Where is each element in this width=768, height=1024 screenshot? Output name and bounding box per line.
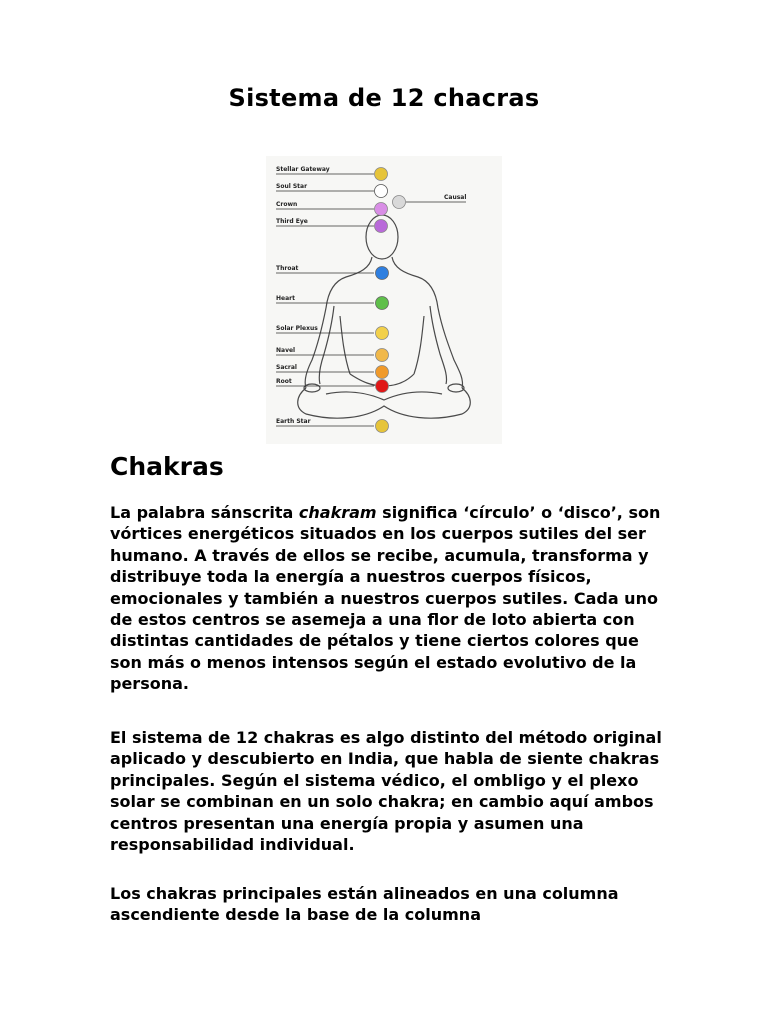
throat-label: Throat xyxy=(276,265,299,272)
causal-label: Causal xyxy=(444,194,467,201)
paragraph-1-start: La palabra sánscrita xyxy=(110,503,299,522)
third-eye-label: Third Eye xyxy=(276,218,308,225)
navel-dot xyxy=(376,349,389,362)
crown-dot xyxy=(375,203,388,216)
section-heading: Chakras xyxy=(110,452,224,481)
root-dot xyxy=(376,380,389,393)
paragraph-3: Los chakras principales están alineados en una columna ascendiente desde la base de la columna xyxy=(110,884,619,925)
paragraph-1 xyxy=(110,502,670,695)
heart-dot xyxy=(376,297,389,310)
chakram-term: chakram xyxy=(298,503,377,522)
crown-label: Crown xyxy=(276,201,298,208)
third-eye-dot xyxy=(375,220,388,233)
paragraph-1-rest: significa ‘círculo’ o ‘disco’, son vórtices energéticos situados en los cuerpos sutiles del ser humano. A través de ellos se recibe, acumula, transforma y distribuye toda la energía a nuestros cuerpos físicos, emocionales y también a nuestros cuerpos sutiles. Cada uno de estos centros se asemeja a una flor de loto abierta con distintas cantidades de pétalos y tiene ciertos colores que son más o menos intensos según el estado evolutivo de la persona. xyxy=(110,503,661,694)
stellar-gateway-label: Stellar Gateway xyxy=(276,166,330,173)
sacral-dot xyxy=(376,366,389,379)
heart-label: Heart xyxy=(276,295,295,302)
throat-dot xyxy=(376,267,389,280)
navel-label: Navel xyxy=(276,347,296,354)
soul-star-dot xyxy=(375,185,388,198)
solar-plexus-label: Solar Plexus xyxy=(276,325,318,332)
earth-star-label: Earth Star xyxy=(276,418,311,425)
chakra-diagram xyxy=(266,156,502,444)
paragraph-2: El sistema de 12 chakras es algo distinto del método original aplicado y descubierto en India, que habla de siente chakras principales. Según el sistema védico, el ombligo y el plexo solar se combinan en un solo chakra; en cambio aquí ambos centros presentan una energía propia y asumen una responsabilidad individual. xyxy=(110,728,662,855)
document-title: Sistema de 12 chacras xyxy=(228,84,540,112)
soul-star-label: Soul Star xyxy=(276,183,308,190)
causal-dot xyxy=(393,196,406,209)
root-label: Root xyxy=(276,378,292,385)
sacral-label: Sacral xyxy=(276,364,297,371)
earth-star-dot xyxy=(376,420,389,433)
stellar-gateway-dot xyxy=(375,168,388,181)
solar-plexus-dot xyxy=(376,327,389,340)
